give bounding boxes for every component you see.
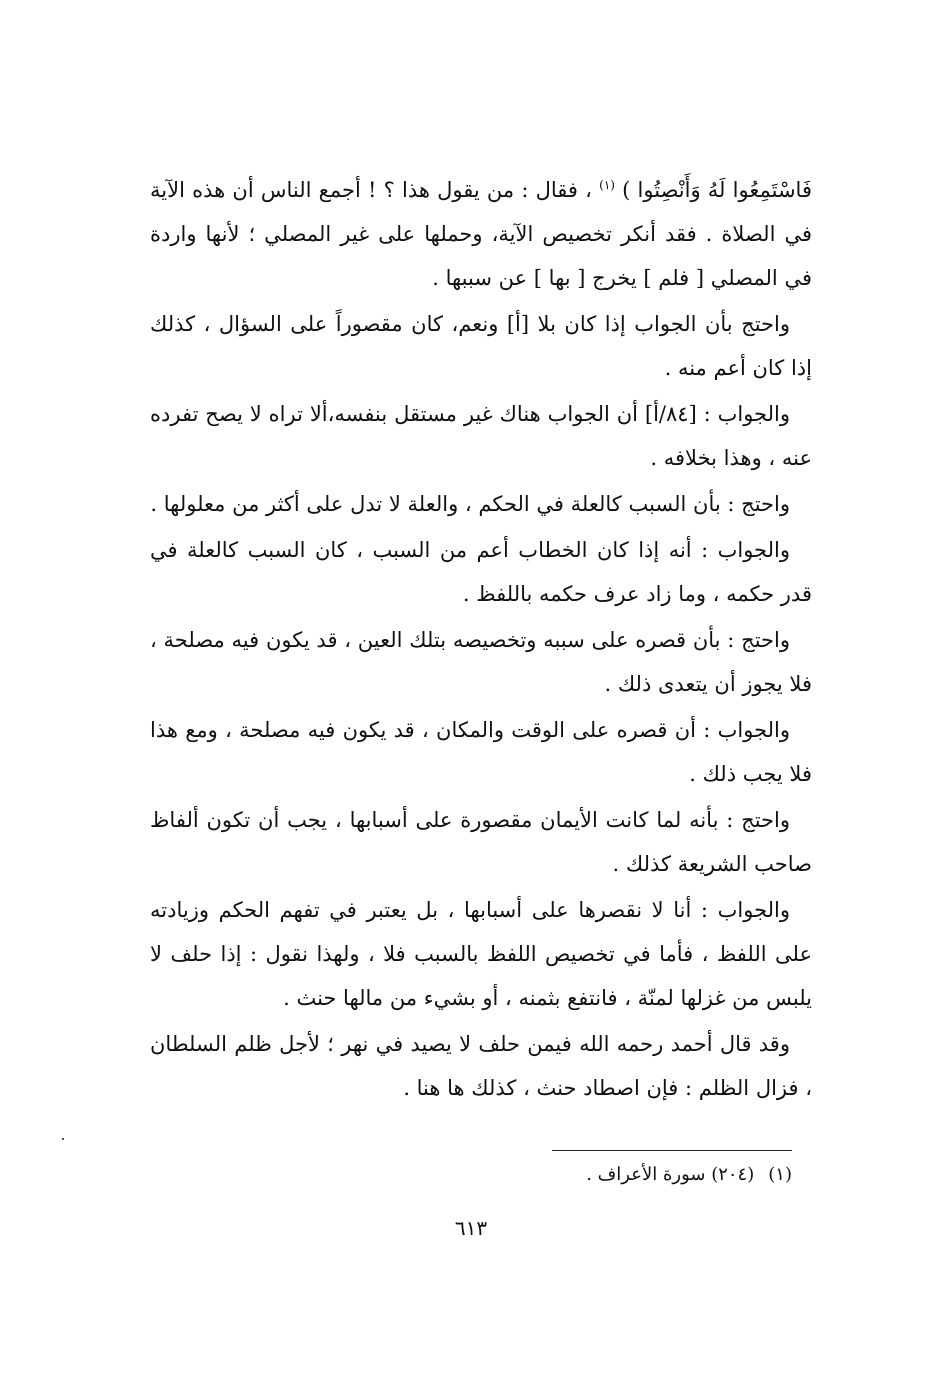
paragraph-8: واحتج : بأنه لما كانت الأيمان مقصورة على أسبابها ، يجب أن تكون ألفاظ صاحب الشريعة كذلك . bbox=[150, 808, 812, 876]
footnote-marker: (١) bbox=[599, 178, 615, 192]
paragraph-10: وقد قال أحمد رحمه الله فيمن حلف لا يصيد في نهر ؛ لأجل ظلم السلطان ، فزال الظلم : فإن اصطاد حنث ، كذلك ها هنا . bbox=[150, 1032, 812, 1100]
page-number: ٦١٣ bbox=[454, 1216, 488, 1240]
paragraph-3: والجواب : [٨٤/أ] أن الجواب هناك غير مستقل بنفسه،ألا تراه لا يصح تفرده عنه ، وهذا بخلافه . bbox=[150, 402, 812, 470]
paragraph-2: واحتج بأن الجواب إذا كان بلا [أ] ونعم، كان مقصوراً على السؤال ، كذلك إذا كان أعم منه . bbox=[150, 312, 812, 380]
footnote-divider bbox=[552, 1150, 792, 1151]
paragraph-9: والجواب : أنا لا نقصرها على أسبابها ، بل يعتبر في تفهم الحكم وزيادته على اللفظ ، فأما في تخصيص اللفظ بالسبب فلا ، ولهذا نقول : إذا حلف لا يلبس من غزلها لمنّة ، فانتفع بثمنه ، أو بشيء من مالها حنث . bbox=[150, 898, 812, 1010]
footnote-text: (٢٠٤) سورة الأعراف . bbox=[586, 1164, 755, 1185]
paragraph-1-text: ، فقال : من يقول هذا ؟ ! أجمع الناس أن هذه الآية في الصلاة . فقد أنكر تخصيص الآية، وحملها على غير المصلي ؛ لأنها واردة في المصلي [ فلم ] يخرج [ بها ] عن سببها . bbox=[150, 178, 812, 290]
paragraph-5: والجواب : أنه إذا كان الخطاب أعم من السبب ، كان السبب كالعلة في قدر حكمه ، وما زاد عرف حكمه باللفظ . bbox=[150, 538, 812, 606]
footnote bbox=[400, 1160, 792, 1190]
paragraph-1 bbox=[150, 168, 812, 300]
main-text bbox=[150, 168, 812, 1112]
footnote-number: (١) bbox=[768, 1164, 792, 1185]
paragraph-4: واحتج : بأن السبب كالعلة في الحكم ، والعلة لا تدل على أكثر من معلولها . bbox=[150, 492, 790, 516]
quran-verse-text: فَاسْتَمِعُوا لَهُ وَأَنْصِتُوا ) bbox=[614, 178, 812, 202]
scan-speck bbox=[62, 1138, 64, 1140]
paragraph-6: واحتج : بأن قصره على سببه وتخصيصه بتلك العين ، قد يكون فيه مصلحة ، فلا يجوز أن يتعدى ذلك . bbox=[150, 628, 812, 696]
paragraph-7: والجواب : أن قصره على الوقت والمكان ، قد يكون فيه مصلحة ، ومع هذا فلا يجب ذلك . bbox=[150, 718, 812, 786]
